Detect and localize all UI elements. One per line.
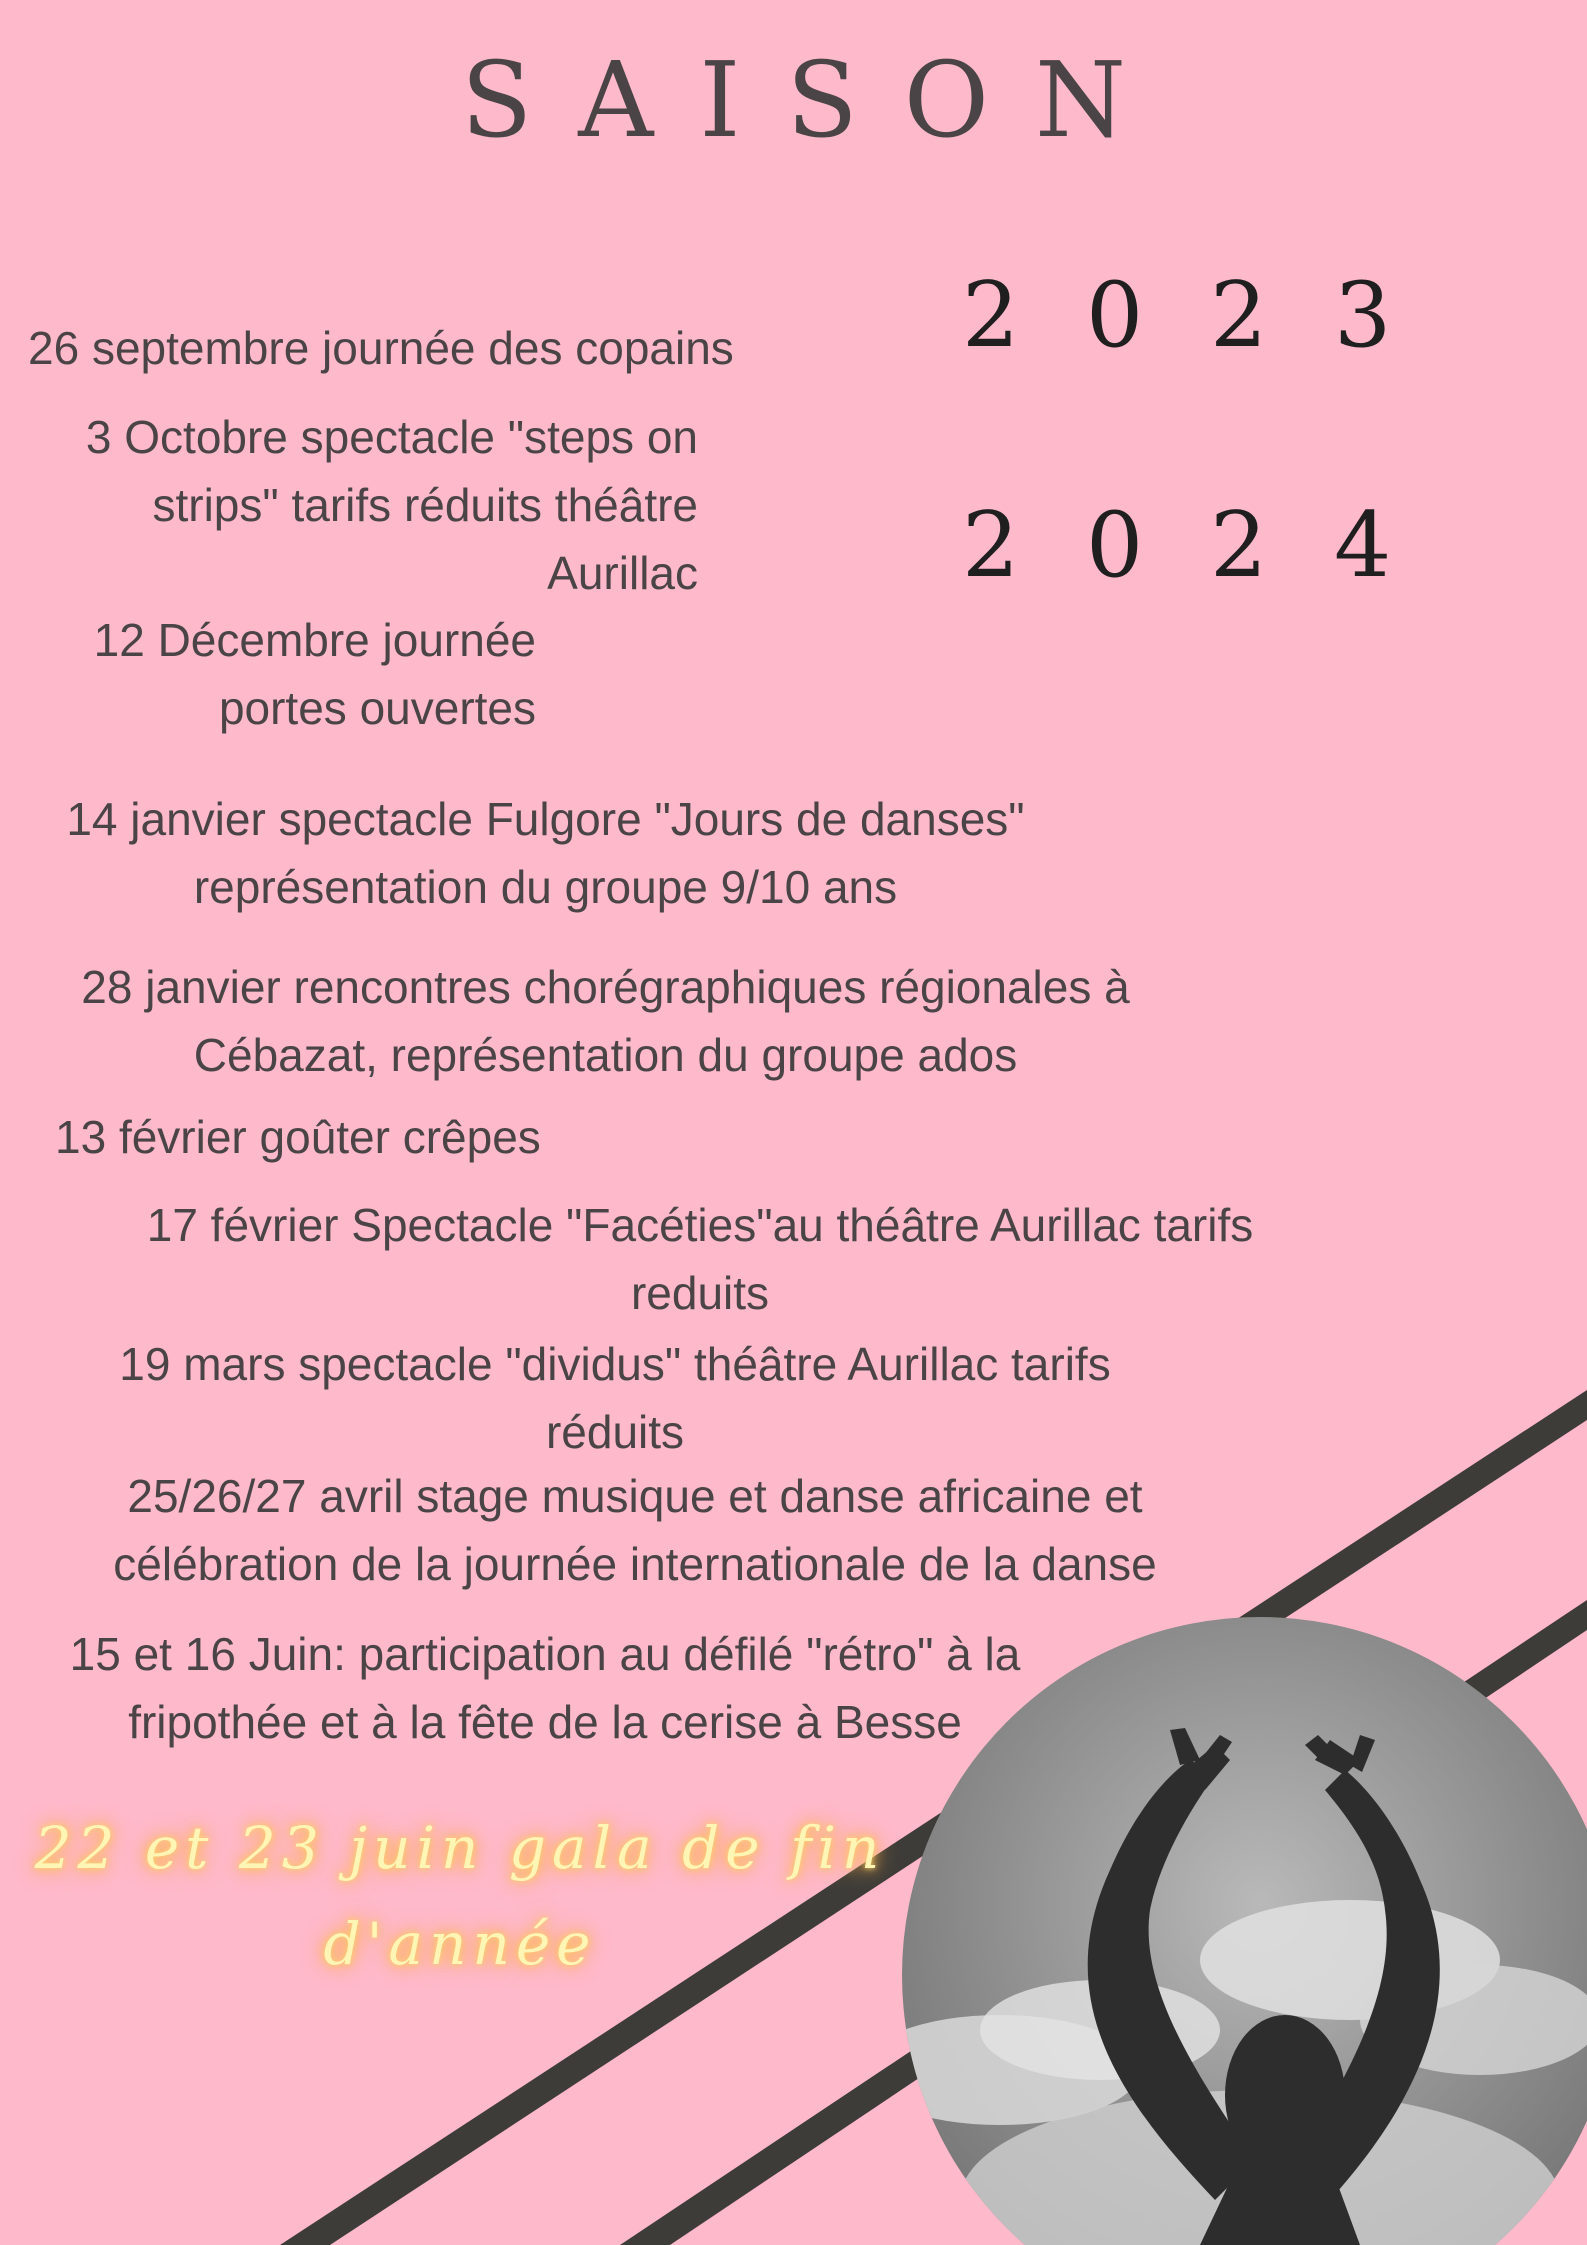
event-item: 17 février Spectacle "Facéties"au théâtre Aurillac tarifs reduits: [146, 1199, 1254, 1319]
year-2023-digit: 0: [1086, 263, 1144, 368]
event-item: 25/26/27 avril stage musique et danse africaine et célébration de la journée internationale de la danse: [113, 1470, 1157, 1590]
year-2023-digit: 3: [1334, 263, 1392, 368]
year-2023: [962, 263, 1522, 368]
event-item: 13 février goûter crêpes: [55, 1111, 541, 1163]
event-item: 28 janvier rencontres chorégraphiques régionales à Cébazat, représentation du groupe ados: [81, 961, 1130, 1081]
year-2024-digit: 4: [1334, 493, 1392, 598]
poster-title: SAISON: [461, 39, 1172, 161]
year-2024: [962, 493, 1522, 598]
year-2023-digit: 2: [1210, 263, 1268, 368]
year-2024-digit: 2: [1210, 493, 1268, 598]
year-2024-digit: 2: [962, 493, 1020, 598]
event-item: 3 Octobre spectacle "steps on strips" tarifs réduits théâtre Aurillac: [85, 411, 698, 599]
event-item: 26 septembre journée des copains: [28, 322, 734, 374]
year-2023-digit: 2: [962, 263, 1020, 368]
gala-announcement: 22 et 23 juin gala de fin d'année: [34, 1814, 886, 1978]
year-2024-digit: 0: [1086, 493, 1144, 598]
event-item: 14 janvier spectacle Fulgore "Jours de danses" représentation du groupe 9/10 ans: [66, 793, 1025, 913]
event-item: 15 et 16 Juin: participation au défilé "rétro" à la fripothée et à la fête de la cerise à Besse: [69, 1628, 1021, 1748]
event-item: 12 Décembre journée portes ouvertes: [93, 614, 536, 734]
event-item: 19 mars spectacle "dividus" théâtre Aurillac tarifs réduits: [119, 1338, 1111, 1458]
